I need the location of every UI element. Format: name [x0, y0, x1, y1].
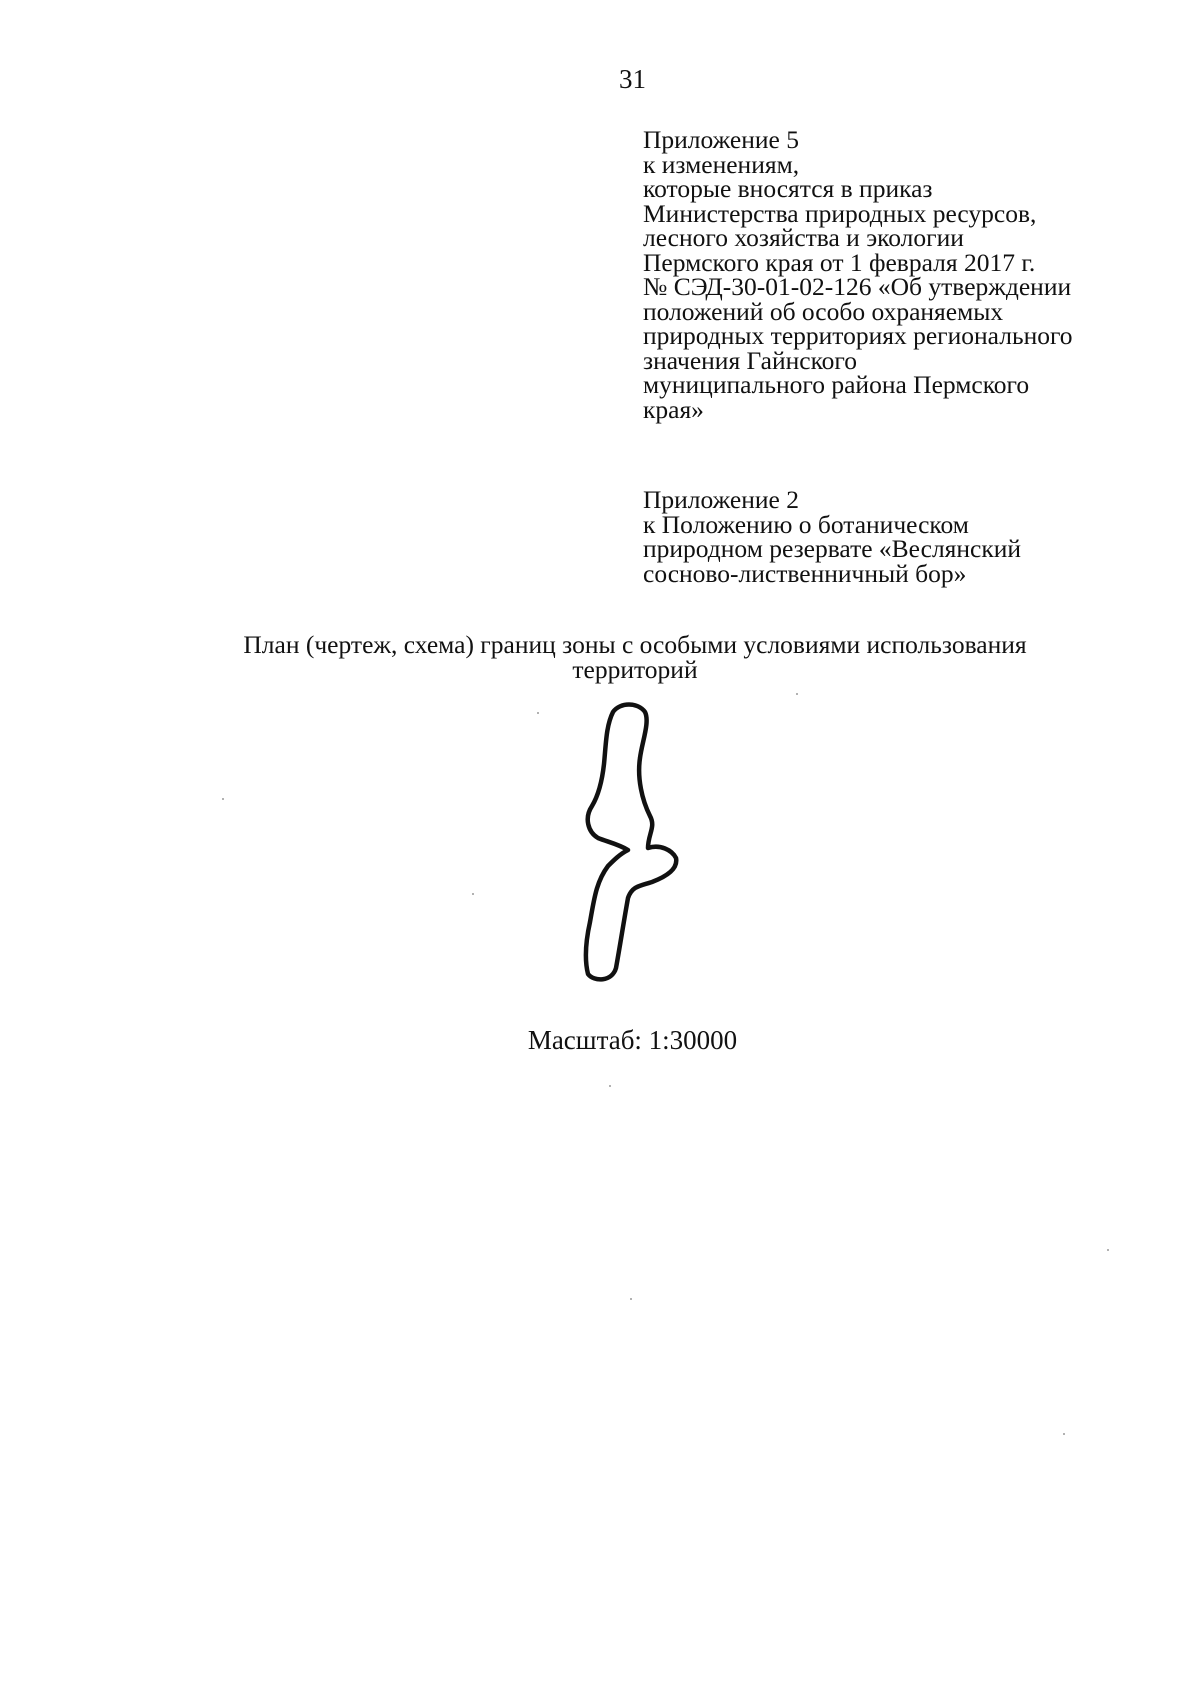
- appendix-2-line: Приложение 2: [643, 485, 799, 514]
- scan-speck: [222, 798, 224, 800]
- scan-speck: [630, 1298, 632, 1300]
- appendix-5-line: Министерства природных ресурсов,: [643, 198, 1037, 228]
- page-number: 31: [619, 64, 646, 94]
- appendix-5-line: к изменениям,: [643, 149, 800, 179]
- appendix-2-line: сосново-лиственничный бор»: [643, 558, 967, 588]
- appendix-5-line: № СЭД-30-01-02-126 «Об утверждении: [643, 272, 1072, 301]
- appendix-5-line: положений об особо охраняемых: [643, 296, 1004, 326]
- appendix-5-line: природных территориях регионального: [643, 321, 1073, 350]
- appendix-5-line: Приложение 5: [643, 125, 799, 154]
- scan-speck: [1063, 1433, 1065, 1435]
- appendix-5-line: Пермского края от 1 февраля 2017 г.: [643, 247, 1036, 277]
- appendix-5-line: муниципального района Пермского: [643, 370, 1030, 399]
- plan-title-line: территорий: [572, 655, 698, 684]
- appendix-2-line: природном резервате «Веслянский: [643, 534, 1022, 563]
- map-scale: Масштаб: 1:30000: [527, 1025, 738, 1055]
- scan-speck: [472, 893, 474, 895]
- territory-boundary-outline-icon: [580, 700, 720, 1000]
- territory-boundary-map: [580, 700, 720, 1000]
- plan-title: [150, 632, 1120, 682]
- scan-speck: [796, 693, 798, 695]
- appendix-5-line: значения Гайнского: [643, 345, 858, 375]
- plan-title-line: План (чертеж, схема) границ зоны с особыми условиями использования: [243, 630, 1027, 659]
- scan-speck: [537, 712, 539, 714]
- boundary-path: [586, 705, 676, 980]
- scan-speck: [609, 1085, 611, 1087]
- appendix-2-header: [643, 485, 1163, 588]
- appendix-2-line: к Положению о ботаническом: [643, 509, 969, 539]
- appendix-5-line: которые вносятся в приказ: [643, 174, 933, 203]
- appendix-5-header: [643, 125, 1163, 424]
- appendix-5-line: лесного хозяйства и экологии: [643, 223, 964, 252]
- appendix-5-line: края»: [643, 394, 704, 424]
- scan-speck: [1107, 1249, 1109, 1251]
